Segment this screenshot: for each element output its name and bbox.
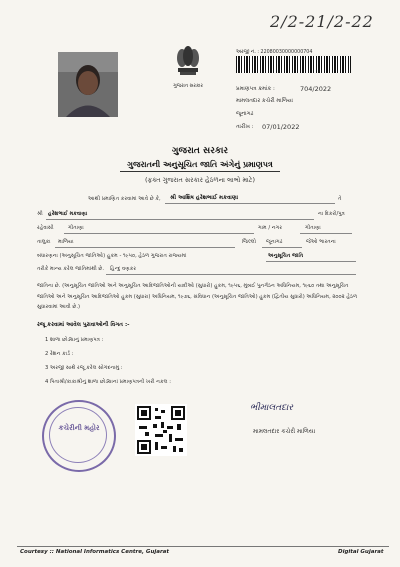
father-line [46, 219, 314, 220]
town-line [300, 233, 352, 234]
issue-date: 07/01/2022 [262, 123, 300, 131]
footer-courtesy: Courtesy :: National Informatics Centre, Gujarat [20, 549, 170, 555]
barcode [236, 56, 351, 73]
issuing-office: મામલતદાર કચેરી માળિયા [236, 98, 293, 104]
caste-value: હિન્દુ વણકર [110, 266, 137, 272]
order-text: બંધારણના (અનુસૂચિત જાતિઓ) હુકમ - ૧૯૫૦, હેઠળ ગુજરાત રાજ્યમાં [37, 253, 187, 259]
recognized-text: તરીકે માન્ય કરેલ જાતિમાંથી છે. [37, 266, 104, 272]
caste-category: અનુસૂચિત જાતિ [268, 253, 304, 259]
certificate-subtitle: (ફક્ત ગુજરાત સરકાર હેઠળના લાભો માટે) [145, 176, 255, 184]
village-label: રહેવાસી [37, 225, 54, 231]
town-label: ગામ / નગર [258, 225, 283, 231]
document-item: 4 પિતાશ્રી/કાકાશ્રીનું શાળા છોડ્યાનાં પ્રમાણપત્રની ખરી નકલ : [45, 379, 171, 385]
taluka-value: માળિયા [58, 239, 74, 245]
signatory-designation: મામલતદાર કચેરી માળિયા [253, 428, 316, 435]
caste-line [106, 274, 356, 275]
name-suffix: તે [338, 196, 342, 202]
name-line [165, 203, 335, 204]
town-value: ગીતાણા [305, 225, 321, 231]
document-item: 1 શાળા છોડ્યાનું પ્રમાણપત્ર : [45, 337, 104, 343]
footer-rule [17, 546, 389, 547]
footer-brand: Digital Gujarat [338, 549, 384, 555]
certificate-number-label: પ્રમાણપત્ર ક્રમાંક : [236, 86, 275, 92]
handwritten-date: 2/2-21/2-22 [270, 12, 374, 31]
stamp-text: કચેરીની મહોર [58, 424, 100, 432]
emblem-caption: ગુજરાત સરકાર [173, 84, 203, 89]
ashoka-emblem-icon [168, 40, 208, 80]
title-underline [120, 171, 280, 172]
legal-paragraph: જાતિના છે. (અનુસૂચિત જાતિઓ અને અનુસૂચિત આદિજાતિઓની યાદીઓ (સુધારો) હુકમ, ૧૯૫૬, મુંબઈ પુનર્ગઠન અધિનિયમ, ૧૯૬૦ તથા અનુસૂચિત જાતિઓ અને અનુસૂચિત આદિજાતિઓ હુકમ (સુધારા) અધિનિયમ, ૧૯૭૬, સંવિધાન (અનુસૂચિત જાતિઓ) હુકમ (દ્વિતીય સુધારો) અધિનિયમ, ૨૦૦૨ હેઠળ સુધારવામાં આવી છે.) [37, 283, 358, 310]
father-prefix: શ્રી [37, 211, 43, 217]
date-label: તારીખ : [236, 124, 254, 130]
document-item: 3 અરજી સાથે રજૂ કરેલ સોગંદનામું : [45, 365, 123, 371]
district-value: જૂનાગઢ [266, 239, 283, 245]
qr-code-icon [135, 404, 187, 456]
state-text: જેઓ ભારતના [306, 239, 336, 245]
documents-heading: રજૂ કરવામાં આવેલ પુરાવાઓની વિગત :- [37, 322, 130, 328]
taluka-line [55, 247, 235, 248]
district-line [262, 247, 302, 248]
village-value: ગીતાણા [68, 225, 84, 231]
application-number: અરજી નં. : 22080030000000704 [236, 50, 313, 55]
document-item: 2 રેશન કાર્ડ : [45, 351, 74, 357]
applicant-photo [58, 52, 118, 117]
district-label: જિલ્લો [242, 239, 256, 245]
village-line [64, 233, 254, 234]
applicant-name: શ્રી આશિષ હરેશભાઈ મકવાણા [170, 195, 239, 201]
intro-text: આથી પ્રમાણિત કરવામાં આવે છે કે, [88, 196, 161, 202]
state-emblem [168, 40, 208, 84]
certificate-number: 704/2022 [300, 85, 332, 93]
issuing-district: જૂનાગઢ [236, 111, 254, 117]
father-name: હરેશભાઈ મકવાણા [48, 211, 88, 217]
office-stamp [42, 400, 116, 472]
taluka-label: તાલુકા [37, 239, 51, 245]
qr-code [135, 404, 187, 456]
heading-gov: ગુજરાત સરકાર [171, 146, 229, 156]
relation-label: ના દિકરો/પુત્ર [318, 211, 345, 217]
signature: ભીમાલતદાર [250, 403, 293, 413]
category-line [266, 261, 356, 262]
certificate-title: ગુજરાતની અનુસૂચિત જાતિ અંગેનું પ્રમાણપત્ર [127, 160, 273, 169]
